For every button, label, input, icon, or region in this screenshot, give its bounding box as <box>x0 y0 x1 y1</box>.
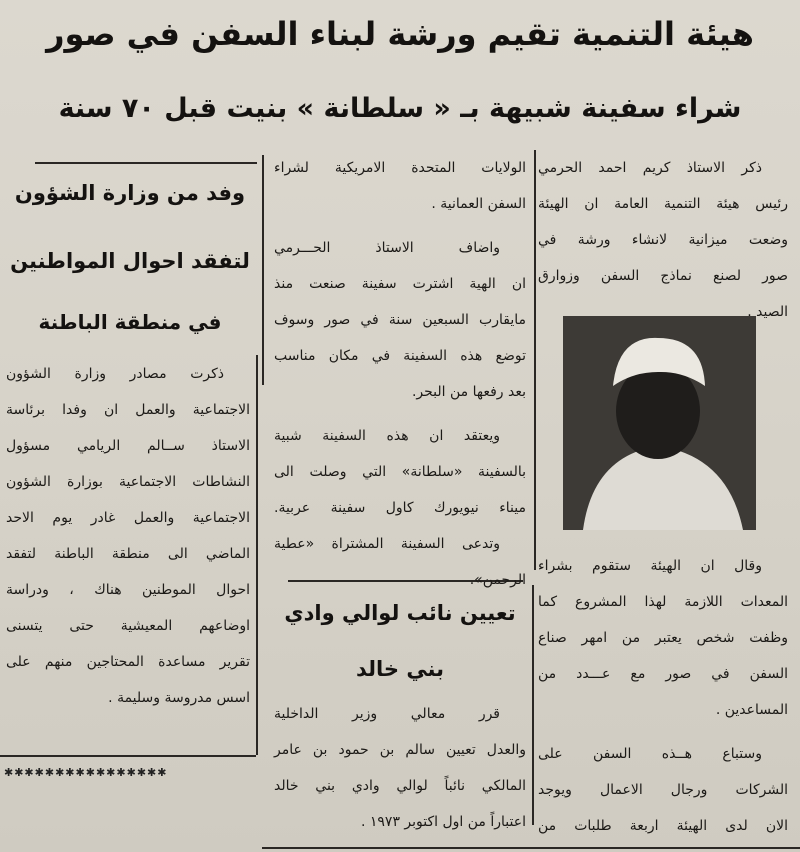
article-text-line: ميناء نيويورك كاول سفينة عربية. <box>274 500 526 516</box>
left-article-top-rule <box>35 162 257 164</box>
column-rule-right <box>534 150 536 570</box>
article-text-line: توضع هذه السفينة في مكان مناسب <box>274 348 526 364</box>
article-text-line: المعدات اللازمة لهذا المشروع كما <box>538 594 788 610</box>
article-text-line: رئيس هيئة التنمية العامة ان الهيئة <box>538 196 788 212</box>
article-text-line: وضعت ميزانية لانشاء ورشة في <box>538 232 788 248</box>
article-text-line: ذكر الاستاذ كريم احمد الحرمي <box>538 160 762 176</box>
article-text-line: الاجتماعية والعمل غادر يوم الاحد <box>6 510 250 526</box>
column-rule-left-lower <box>256 355 258 755</box>
main-headline-line1: هيئة التنمية تقيم ورشة لبناء السفن في صور <box>46 15 754 53</box>
article-text-line: الاجتماعية والعمل ان وفدا برئاسة <box>6 402 250 418</box>
article-text-line: ان الهية اشترت سفينة صنعت منذ <box>274 276 526 292</box>
article-text-line: النشاطات الاجتماعية بوزارة الشؤون <box>6 474 250 490</box>
left-headline-line2: لتفقد احوال المواطنين <box>10 249 250 273</box>
article-text-line: اعتباراً من اول اكتوبر ١٩٧٣ . <box>360 814 526 830</box>
article-text-line: مايقارب السبعين سنة في صور وسوف <box>274 312 526 328</box>
column-rule-right-lower <box>532 585 534 825</box>
article-text-line: ذكرت مصادر وزارة الشؤون <box>6 366 224 382</box>
appointment-headline-line2: بني خالد <box>355 657 445 681</box>
article-text-line: الاستاذ ســالم الريامي مسؤول <box>6 438 250 454</box>
article-text-line: الرحمن». <box>469 572 526 588</box>
left-headline-line1: وفد من وزارة الشؤون <box>14 181 246 205</box>
article-text-line: بالسفينة «سلطانة» التي وصلت الى <box>274 464 526 480</box>
article-text-line: والعدل تعيين سالم بن حمود بن عامر <box>274 742 526 758</box>
article-text-line: وظفت شخص يعتبر من امهر صناع <box>538 630 788 646</box>
main-headline-line2: شراء سفينة شبيهة بـ « سلطانة » بنيت قبل ٧٠ سنة <box>58 93 742 124</box>
article-text-line: السفن في صور مع عـــدد من <box>538 666 788 682</box>
article-text-line: الان لدى الهيئة اربعة طلبات من <box>538 818 788 834</box>
article-text-line: المالكي نائباً لوالي وادي بني خالد <box>274 778 526 794</box>
article-text-line: السفن العمانية . <box>431 196 526 212</box>
appointment-body <box>274 696 526 840</box>
page-bottom-rule <box>262 847 800 849</box>
article-text-line: قرر معالي وزير الداخلية <box>274 706 500 722</box>
appointment-headline-line1: تعيين نائب لوالي وادي <box>284 601 516 625</box>
article-text-line: الشركات ورجال الاعمال ويوجد <box>538 782 788 798</box>
article-text-line: احوال الموطنين هناك ، ودراسة <box>6 582 250 598</box>
article-text-line: تقرير مساعدة المحتاجين منهم على <box>6 654 250 670</box>
article-text-line: المساعدين . <box>715 702 788 718</box>
decorative-star-border: ✱✱✱✱✱✱✱✱✱✱✱✱✱✱✱✱ <box>4 766 168 779</box>
right-column-top <box>538 150 788 330</box>
portrait-figure-icon <box>563 316 756 530</box>
middle-column <box>274 150 526 598</box>
article-text-line: اسس مدروسة وسليمة . <box>108 690 250 706</box>
article-text-line: وتدعى السفينة المشتراة «عطية <box>274 536 500 552</box>
article-text-line: بعد رفعها من البحر. <box>411 384 526 400</box>
article-text-line: وقال ان الهيئة ستقوم بشراء <box>538 558 762 574</box>
left-article-body <box>6 356 250 716</box>
article-text-line: الصيد . <box>747 304 788 320</box>
right-column-bottom <box>538 548 788 844</box>
article-text-line: واضاف الاستاذ الحـــرمي <box>274 240 500 256</box>
portrait-photo <box>563 316 756 530</box>
column-rule-left <box>262 155 264 385</box>
left-headline-line3: في منطقة الباطنة <box>38 310 222 334</box>
article-text-line: الماضي الى منطقة الباطنة لتفقد <box>6 546 250 562</box>
article-text-line: صور لصنع نماذج السفن وزوارق <box>538 268 788 284</box>
article-text-line: وستباع هــذه السفن على <box>538 746 762 762</box>
article-text-line: ويعتقد ان هذه السفينة شبية <box>274 428 500 444</box>
left-bottom-rule <box>0 755 256 757</box>
article-text-line: الولايات المتحدة الامريكية لشراء <box>274 160 526 176</box>
article-text-line: اوضاعهم المعيشية حتى يتسنى <box>6 618 250 634</box>
